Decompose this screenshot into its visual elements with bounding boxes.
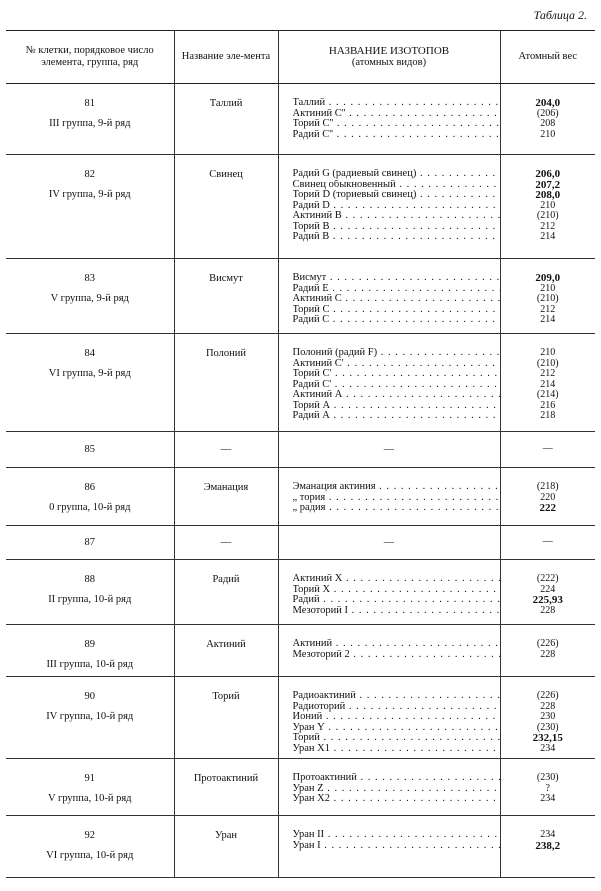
isotope-list bbox=[279, 830, 500, 851]
weight-value: — bbox=[542, 443, 553, 455]
isotope-list bbox=[279, 98, 500, 140]
isotope-name: Актиний C' . . . bbox=[293, 359, 500, 370]
isotope-name: Мезоторий 2 . . . bbox=[293, 650, 500, 661]
header-cell-element: Название эле-мента bbox=[174, 31, 278, 84]
weight-value: (222) bbox=[536, 573, 559, 584]
weight-value: 224 bbox=[540, 583, 556, 595]
isotope-name: Актиний . . . bbox=[293, 639, 500, 650]
weight-list bbox=[501, 169, 596, 243]
cell-isotopes bbox=[278, 468, 500, 526]
element-group: VI группа, 10-й ряд bbox=[46, 850, 134, 861]
cell-element bbox=[174, 155, 278, 259]
weight-list bbox=[501, 98, 596, 140]
isotope-name: Торий D (ториевый свинец) . . . bbox=[293, 190, 500, 201]
weight-list bbox=[501, 691, 596, 754]
table-body bbox=[6, 84, 595, 878]
weight-value: 212 bbox=[540, 303, 556, 315]
weight-value: 209,0 bbox=[535, 272, 561, 284]
cell-number bbox=[6, 526, 174, 560]
weight-list bbox=[501, 773, 596, 805]
weight-value: 228 bbox=[540, 604, 556, 616]
weight-value: 230 bbox=[540, 711, 556, 722]
weight-value: (226) bbox=[536, 690, 559, 701]
element-group: 0 группа, 10-й ряд bbox=[49, 502, 131, 513]
table-row bbox=[6, 560, 595, 625]
weight-list bbox=[501, 348, 596, 422]
element-group: IV группа, 9-й ряд bbox=[48, 189, 131, 200]
cell-element bbox=[174, 526, 278, 560]
isotope-name: Торий C'' . . . bbox=[293, 119, 500, 130]
isotope-name: Свинец обыкновенный . . . bbox=[293, 180, 500, 191]
element-name: — bbox=[220, 443, 232, 455]
element-name: Эманация bbox=[203, 482, 249, 493]
cell-number bbox=[6, 155, 174, 259]
isotope-list bbox=[279, 482, 500, 514]
isotope-list bbox=[279, 691, 500, 754]
table-row bbox=[6, 677, 595, 759]
cell-element bbox=[174, 84, 278, 155]
header-cell-isotopes bbox=[278, 31, 500, 84]
element-name: Протоактиний bbox=[193, 773, 259, 784]
cell-isotopes bbox=[278, 84, 500, 155]
cell-isotopes bbox=[278, 625, 500, 677]
cell-element bbox=[174, 259, 278, 334]
cell-weights bbox=[500, 677, 595, 759]
cell-isotopes bbox=[278, 677, 500, 759]
header-row bbox=[6, 31, 595, 84]
isotope-name: Актиний A . . . bbox=[293, 390, 500, 401]
isotope-name: Радий . . . bbox=[293, 595, 500, 606]
cell-number bbox=[6, 259, 174, 334]
cell-number bbox=[6, 560, 174, 625]
cell-weights bbox=[500, 432, 595, 468]
cell-number bbox=[6, 677, 174, 759]
element-number: 81 bbox=[84, 98, 95, 109]
cell-number bbox=[6, 334, 174, 432]
weight-value: 234 bbox=[540, 829, 556, 840]
element-number: 85 bbox=[84, 443, 95, 455]
element-group: V группа, 9-й ряд bbox=[50, 293, 129, 304]
isotope-name: Актиний B . . . bbox=[293, 211, 500, 222]
cell-isotopes bbox=[278, 526, 500, 560]
weight-value: ? bbox=[545, 782, 550, 794]
isotope-name: Радий C' . . . bbox=[293, 380, 500, 391]
isotope-list bbox=[279, 348, 500, 422]
isotope-name: Уран X2 . . . bbox=[293, 794, 500, 805]
isotope-name: Радий D . . . bbox=[293, 201, 500, 212]
isotope-name: Радий B . . . bbox=[293, 232, 500, 243]
cell-weights bbox=[500, 468, 595, 526]
cell-element bbox=[174, 334, 278, 432]
dash-mark: — bbox=[383, 537, 395, 548]
element-name: Актиний bbox=[206, 639, 246, 650]
cell-element bbox=[174, 759, 278, 816]
element-number: 84 bbox=[84, 348, 95, 359]
element-number: 89 bbox=[84, 639, 95, 650]
header-cell-number: № клетки, порядковое число элемента, группа, ряд bbox=[6, 31, 174, 84]
weight-value: 225,93 bbox=[532, 594, 563, 606]
cell-element bbox=[174, 432, 278, 468]
element-group: III группа, 9-й ряд bbox=[49, 118, 131, 129]
weight-list bbox=[501, 574, 596, 616]
isotope-name: Уран X1 . . . bbox=[293, 744, 500, 755]
element-number: 91 bbox=[84, 773, 95, 784]
isotope-name: Висмут . . . bbox=[293, 273, 500, 284]
weight-value: 232,15 bbox=[532, 732, 563, 744]
element-group: II группа, 10-й ряд bbox=[48, 594, 132, 605]
isotope-name: Радий C'' . . . bbox=[293, 130, 500, 141]
weight-value: 234 bbox=[540, 793, 556, 804]
isotope-name: Торий C' . . . bbox=[293, 369, 500, 380]
dash-mark: — bbox=[383, 444, 395, 455]
isotope-name: Радий C . . . bbox=[293, 315, 500, 326]
weight-value: (210) bbox=[536, 210, 559, 221]
weight-value: (210) bbox=[536, 293, 559, 304]
table-row bbox=[6, 84, 595, 155]
cell-weights bbox=[500, 816, 595, 878]
cell-weights bbox=[500, 84, 595, 155]
table-row bbox=[6, 816, 595, 878]
table-row bbox=[6, 759, 595, 816]
cell-number bbox=[6, 816, 174, 878]
isotope-name: Протоактиний . . . bbox=[293, 773, 500, 784]
weight-list bbox=[501, 482, 596, 514]
cell-number bbox=[6, 759, 174, 816]
cell-element bbox=[174, 816, 278, 878]
weight-value: 218 bbox=[540, 410, 556, 421]
cell-isotopes bbox=[278, 432, 500, 468]
cell-isotopes bbox=[278, 560, 500, 625]
isotope-name: Торий B . . . bbox=[293, 222, 500, 233]
isotope-name: Ионий . . . bbox=[293, 712, 500, 723]
weight-value: (230) bbox=[536, 772, 559, 783]
element-group: III группа, 10-й ряд bbox=[46, 659, 134, 670]
weight-value: 214 bbox=[540, 378, 556, 390]
isotope-name: Полоний (радий F) . . . bbox=[293, 348, 500, 359]
cell-number bbox=[6, 84, 174, 155]
isotope-name: Радий A . . . bbox=[293, 411, 500, 422]
element-name: — bbox=[220, 536, 232, 548]
weight-value: 214 bbox=[540, 231, 556, 242]
cell-weights bbox=[500, 526, 595, 560]
isotope-name: Радиоторий . . . bbox=[293, 702, 500, 713]
table-row bbox=[6, 468, 595, 526]
element-name: Уран bbox=[214, 830, 238, 841]
weight-value: (230) bbox=[536, 721, 559, 733]
header-isotopes-main: НАЗВАНИЕ ИЗОТОПОВ bbox=[328, 45, 450, 57]
cell-isotopes bbox=[278, 759, 500, 816]
cell-element bbox=[174, 468, 278, 526]
table-row bbox=[6, 155, 595, 259]
element-group: V группа, 10-й ряд bbox=[48, 793, 132, 804]
weight-value: 208,0 bbox=[535, 189, 561, 201]
weight-value: 208 bbox=[540, 118, 556, 129]
cell-isotopes bbox=[278, 155, 500, 259]
element-number: 86 bbox=[84, 482, 95, 493]
element-name: Полоний bbox=[205, 348, 247, 359]
isotope-name: Радий G (радиевый свинец) . . . bbox=[293, 169, 500, 180]
table-caption: Таблица 2. bbox=[533, 8, 587, 22]
element-number: 82 bbox=[84, 169, 95, 180]
weight-value: 228 bbox=[540, 648, 556, 660]
isotope-name: „ тория . . . bbox=[293, 493, 500, 504]
weight-value: 228 bbox=[540, 700, 556, 712]
weight-value: 212 bbox=[540, 220, 556, 232]
weight-list bbox=[501, 639, 596, 660]
element-group: VI группа, 9-й ряд bbox=[48, 368, 131, 379]
weight-value: 210 bbox=[540, 199, 556, 211]
weight-value: 216 bbox=[540, 399, 556, 411]
weight-value: (206) bbox=[536, 107, 559, 119]
isotope-name: Радий E . . . bbox=[293, 284, 500, 295]
element-name: Радий bbox=[212, 574, 240, 585]
isotope-name: Уран Z . . . bbox=[293, 784, 500, 795]
cell-weights bbox=[500, 625, 595, 677]
table-row bbox=[6, 259, 595, 334]
element-number: 87 bbox=[84, 536, 95, 548]
weight-value: 206,0 bbox=[535, 168, 561, 180]
cell-isotopes bbox=[278, 334, 500, 432]
cell-weights bbox=[500, 334, 595, 432]
cell-number bbox=[6, 625, 174, 677]
weight-value: — bbox=[542, 536, 553, 548]
isotope-name: Уран I . . . bbox=[293, 841, 500, 852]
weight-list bbox=[501, 273, 596, 326]
element-name: Торий bbox=[212, 691, 240, 702]
header-isotopes-sub: (атомных видов) bbox=[351, 57, 427, 68]
isotope-list bbox=[279, 169, 500, 243]
weight-value: (226) bbox=[536, 638, 559, 649]
weight-value: 234 bbox=[540, 742, 556, 754]
element-number: 83 bbox=[84, 273, 95, 284]
cell-isotopes bbox=[278, 816, 500, 878]
weight-list bbox=[501, 830, 596, 851]
element-name: Висмут bbox=[209, 273, 243, 284]
weight-value: 210 bbox=[540, 347, 556, 358]
element-group: IV группа, 10-й ряд bbox=[46, 711, 134, 722]
isotope-list bbox=[279, 639, 500, 660]
element-number: 92 bbox=[84, 830, 95, 841]
cell-element bbox=[174, 625, 278, 677]
cell-weights bbox=[500, 759, 595, 816]
weight-value: (218) bbox=[536, 481, 559, 492]
cell-isotopes bbox=[278, 259, 500, 334]
cell-element bbox=[174, 677, 278, 759]
isotope-name: Актиний X . . . bbox=[293, 574, 500, 585]
isotope-list bbox=[279, 574, 500, 616]
header-cell-weight: Атомный вес bbox=[500, 31, 595, 84]
cell-number bbox=[6, 468, 174, 526]
weight-value: 220 bbox=[540, 491, 556, 503]
isotope-name: Актиний C'' . . . bbox=[293, 109, 500, 120]
table-row bbox=[6, 526, 595, 560]
isotope-name: Радиоактиний . . . bbox=[293, 691, 500, 702]
element-name: Свинец bbox=[209, 169, 243, 180]
element-number: 90 bbox=[84, 691, 95, 702]
isotopes-table bbox=[6, 30, 595, 878]
element-number: 88 bbox=[84, 574, 95, 585]
isotope-name: Таллий . . . bbox=[293, 98, 500, 109]
weight-value: 214 bbox=[540, 314, 556, 325]
cell-weights bbox=[500, 155, 595, 259]
weight-value: 210 bbox=[540, 128, 556, 140]
weight-value: 210 bbox=[540, 282, 556, 294]
isotope-list bbox=[279, 773, 500, 805]
isotope-list bbox=[279, 273, 500, 326]
table-row bbox=[6, 432, 595, 468]
isotope-name: Торий X . . . bbox=[293, 585, 500, 596]
element-name: Таллий bbox=[209, 98, 243, 109]
cell-number bbox=[6, 432, 174, 468]
isotope-name: Уран II . . . bbox=[293, 830, 500, 841]
isotope-name: Торий . . . bbox=[293, 733, 500, 744]
weight-value: 207,2 bbox=[535, 178, 561, 191]
weight-value: (214) bbox=[536, 389, 559, 400]
cell-weights bbox=[500, 560, 595, 625]
cell-weights bbox=[500, 259, 595, 334]
cell-element bbox=[174, 560, 278, 625]
weight-value: 204,0 bbox=[535, 97, 561, 109]
weight-value: 212 bbox=[540, 368, 556, 379]
table-row bbox=[6, 625, 595, 677]
weight-value: (210) bbox=[536, 357, 559, 369]
isotope-name: Эманация актиния . . . bbox=[293, 482, 500, 493]
isotope-name: „ радия . . . bbox=[293, 503, 500, 514]
isotope-name: Актиний C . . . bbox=[293, 294, 500, 305]
isotope-name: Уран Y . . . bbox=[293, 723, 500, 734]
table-row bbox=[6, 334, 595, 432]
isotope-name: Торий A . . . bbox=[293, 401, 500, 412]
weight-value: 238,2 bbox=[535, 839, 561, 852]
isotope-name: Торий C . . . bbox=[293, 305, 500, 316]
weight-value: 222 bbox=[539, 502, 556, 514]
isotope-name: Мезоторий I . . . bbox=[293, 606, 500, 617]
